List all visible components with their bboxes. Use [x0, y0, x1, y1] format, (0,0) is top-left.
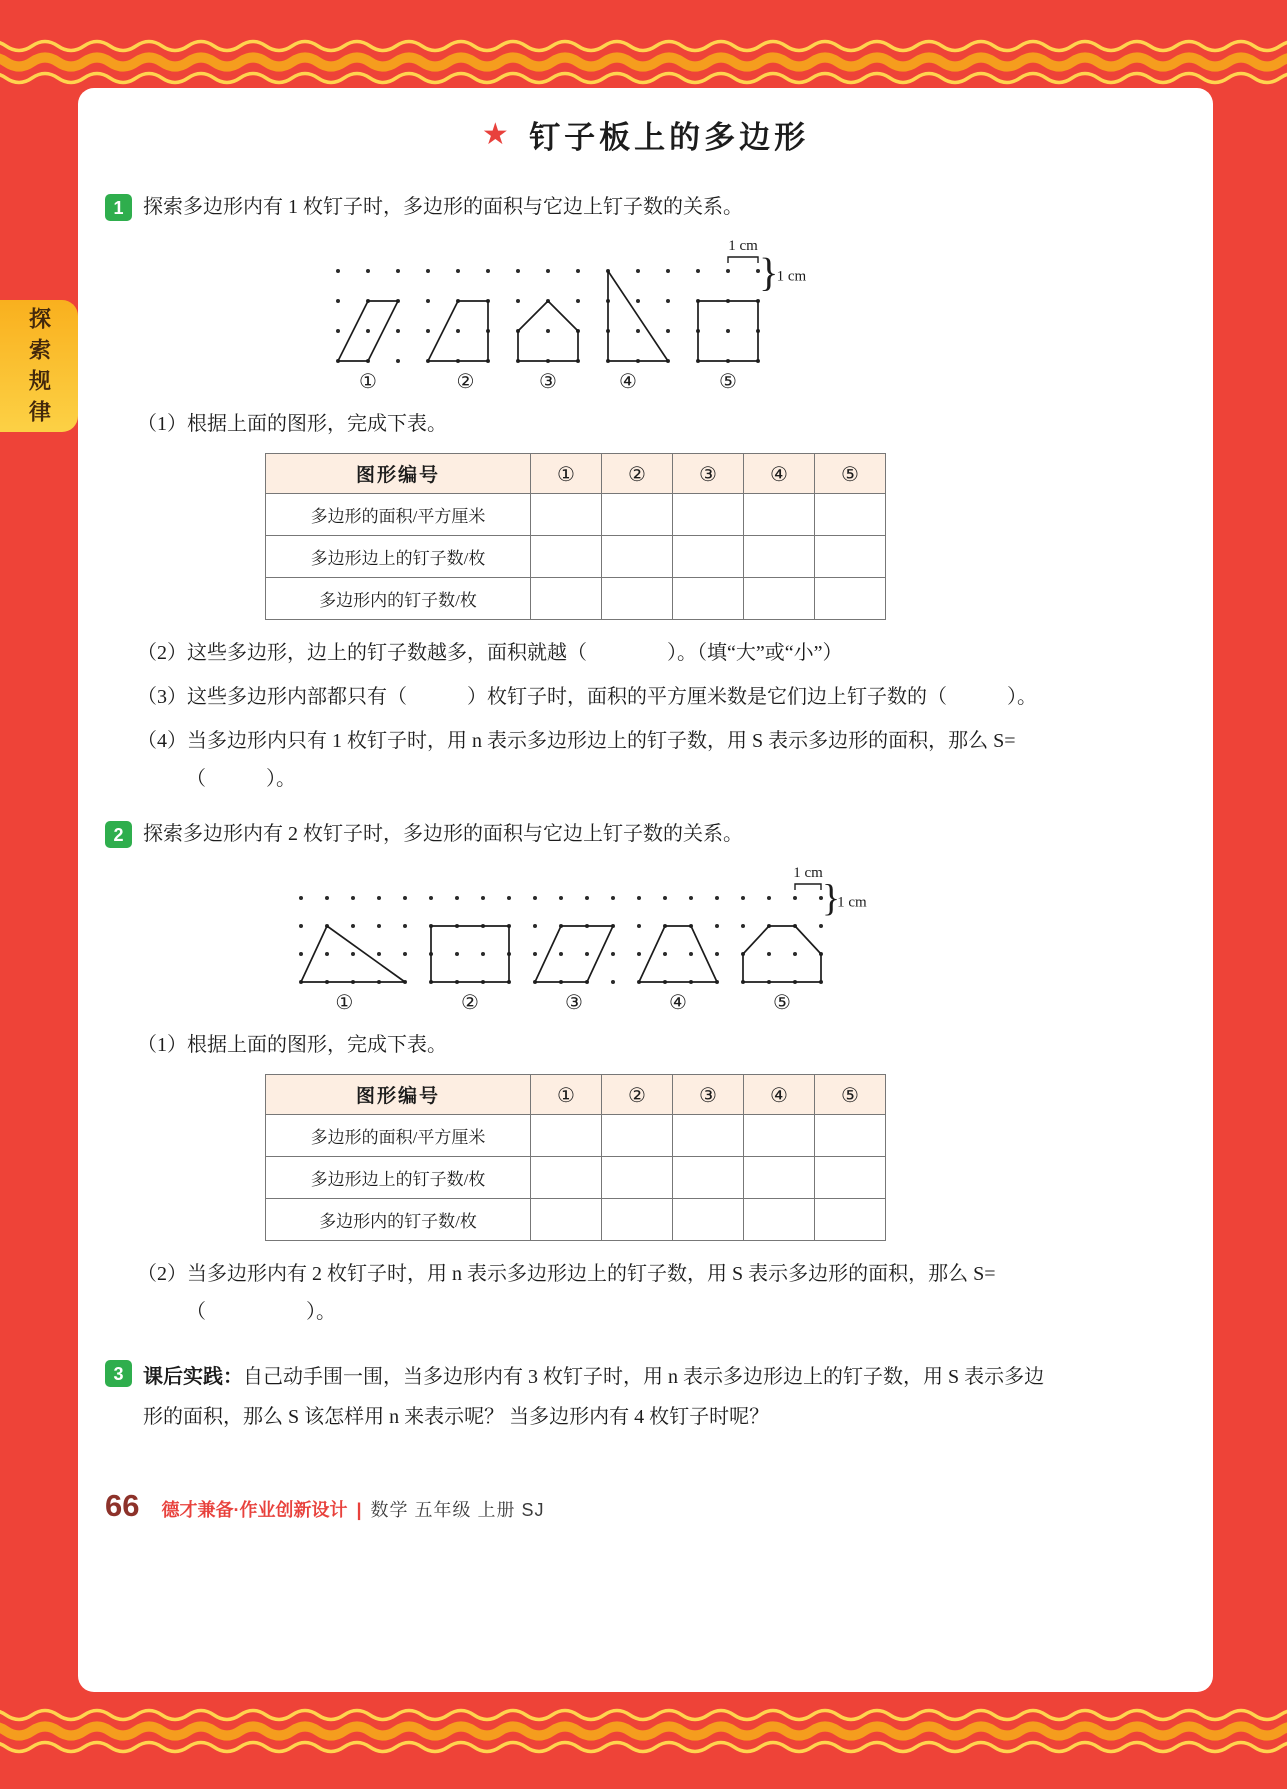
problem-1-text: 探索多边形内有 1 枚钉子时，多边形的面积与它边上钉子数的关系。 [143, 196, 743, 218]
svg-text:}: } [759, 249, 779, 295]
answer-cell [531, 494, 602, 536]
answer-cell [744, 578, 815, 620]
answer-cell [531, 1115, 602, 1157]
table-row-area [266, 1115, 886, 1157]
answer-cell [602, 494, 673, 536]
answer-cell [673, 494, 744, 536]
problem-1-table [265, 453, 886, 620]
row-label-interior-nails: 多边形内的钉子数/枚 [266, 1199, 531, 1241]
problem-2-text: 探索多边形内有 2 枚钉子时，多边形的面积与它边上钉子数的关系。 [143, 823, 743, 845]
answer-cell [531, 536, 602, 578]
answer-cell [673, 1199, 744, 1241]
answer-cell [744, 494, 815, 536]
problem-1 [105, 191, 1045, 223]
answer-cell [815, 1157, 886, 1199]
row-label-boundary-nails: 多边形边上的钉子数/枚 [266, 536, 531, 578]
svg-text:①: ① [334, 992, 353, 1014]
table-row-interior-nails [266, 1199, 886, 1241]
answer-cell [815, 1115, 886, 1157]
problem-3-text [143, 1366, 1044, 1428]
table-col-1: ① [531, 1075, 602, 1115]
problem-1-step-4: （4）当多边形内只有 1 枚钉子时，用 n 表示多边形边上的钉子数，用 S 表示多边形的面积，那么 S=（ ）。 [137, 730, 1016, 790]
row-label-area: 多边形的面积/平方厘米 [266, 1115, 531, 1157]
problem-3-number-badge: 3 [105, 1360, 132, 1387]
figure-2-nailboard [78, 860, 1213, 1020]
table-col-2: ② [602, 454, 673, 494]
footer-divider: | [356, 1500, 362, 1520]
page-title [78, 112, 1213, 157]
table-col-3: ③ [673, 454, 744, 494]
problem-2-step-2: （2）当多边形内有 2 枚钉子时，用 n 表示多边形边上的钉子数，用 S 表示多边形的面积，那么 S=（ ）。 [137, 1263, 996, 1323]
answer-cell [673, 1115, 744, 1157]
page-title-text: 钉子板上的多边形 [529, 120, 810, 155]
problem-2 [105, 818, 1045, 850]
table-col-3: ③ [673, 1075, 744, 1115]
table-col-5: ⑤ [815, 454, 886, 494]
table-row-area [266, 494, 886, 536]
answer-cell [815, 1199, 886, 1241]
svg-text:④: ④ [668, 992, 687, 1014]
svg-text:③: ③ [539, 371, 557, 393]
svg-text:②: ② [460, 992, 479, 1014]
table-col-5: ⑤ [815, 1075, 886, 1115]
problem-3-body: 自己动手围一围，当多边形内有 3 枚钉子时，用 n 表示多边形边上的钉子数，用 S 表示多边形的面积，那么 S 该怎样用 n 来表示呢？ 当多边形内有 4 枚钉子时呢？ [143, 1366, 1045, 1428]
table-col-4: ④ [744, 454, 815, 494]
table-header-label: 图形编号 [266, 1075, 531, 1115]
answer-cell [531, 1157, 602, 1199]
svg-text:③: ③ [564, 992, 583, 1014]
answer-cell [531, 1199, 602, 1241]
svg-text:1 cm: 1 cm [836, 894, 867, 911]
table-row-boundary-nails [266, 536, 886, 578]
table-col-4: ④ [744, 1075, 815, 1115]
problem-3 [105, 1357, 1045, 1437]
table-header-label: 图形编号 [266, 454, 531, 494]
table-col-1: ① [531, 454, 602, 494]
answer-cell [602, 1199, 673, 1241]
problem-1-step-3: （3）这些多边形内部都只有（ ）枚钉子时，面积的平方厘米数是它们边上钉子数的（ ）。 [137, 686, 1037, 708]
problem-1-step-2: （2）这些多边形，边上的钉子数越多，面积就越（ ）。（填“大”或“小”） [137, 642, 843, 664]
answer-cell [673, 536, 744, 578]
answer-cell [744, 1199, 815, 1241]
answer-cell [602, 1157, 673, 1199]
nailboard-grid-1 [328, 233, 813, 399]
table-header-row [266, 454, 886, 494]
row-label-boundary-nails: 多边形边上的钉子数/枚 [266, 1157, 531, 1199]
chapter-side-tab-label: 探索规律 [26, 307, 52, 431]
problem-2-number-badge: 2 [105, 821, 132, 848]
figure-1-nailboard [78, 233, 1213, 399]
star-icon: ★ [481, 118, 509, 151]
svg-text:}: } [821, 877, 840, 920]
answer-cell [602, 536, 673, 578]
answer-cell [744, 1157, 815, 1199]
answer-cell [673, 578, 744, 620]
answer-cell [602, 578, 673, 620]
svg-text:1 cm: 1 cm [728, 238, 758, 254]
page-footer [105, 1488, 545, 1524]
answer-cell [602, 1115, 673, 1157]
answer-cell [744, 536, 815, 578]
svg-text:1 cm: 1 cm [792, 865, 823, 881]
answer-cell [815, 536, 886, 578]
svg-text:1 cm: 1 cm [776, 268, 807, 285]
decorative-wave-top [0, 34, 1287, 90]
footer-brand: 德才兼备·作业创新设计 [161, 1500, 348, 1520]
problem-2-step-1: （1）根据上面的图形，完成下表。 [137, 1034, 447, 1056]
nailboard-grid-2 [291, 860, 871, 1020]
svg-text:⑤: ⑤ [772, 992, 791, 1014]
page-number: 66 [105, 1488, 140, 1523]
problem-2-table [265, 1074, 886, 1241]
answer-cell [744, 1115, 815, 1157]
answer-cell [815, 494, 886, 536]
problem-1-step-1: （1）根据上面的图形，完成下表。 [137, 413, 447, 435]
content-panel [78, 88, 1213, 1692]
footer-meta: 数学 五年级 上册 SJ [370, 1500, 545, 1520]
svg-text:⑤: ⑤ [719, 371, 737, 393]
table-header-row [266, 1075, 886, 1115]
svg-text:④: ④ [619, 371, 637, 393]
answer-cell [673, 1157, 744, 1199]
svg-text:②: ② [456, 371, 475, 393]
problem-1-number-badge: 1 [105, 194, 132, 221]
svg-text:①: ① [359, 371, 377, 393]
decorative-wave-bottom [0, 1703, 1287, 1759]
table-row-interior-nails [266, 578, 886, 620]
table-col-2: ② [602, 1075, 673, 1115]
answer-cell [531, 578, 602, 620]
problem-3-lead: 课后实践： [143, 1366, 243, 1388]
table-row-boundary-nails [266, 1157, 886, 1199]
row-label-interior-nails: 多边形内的钉子数/枚 [266, 578, 531, 620]
row-label-area: 多边形的面积/平方厘米 [266, 494, 531, 536]
answer-cell [815, 578, 886, 620]
chapter-side-tab [0, 300, 78, 432]
